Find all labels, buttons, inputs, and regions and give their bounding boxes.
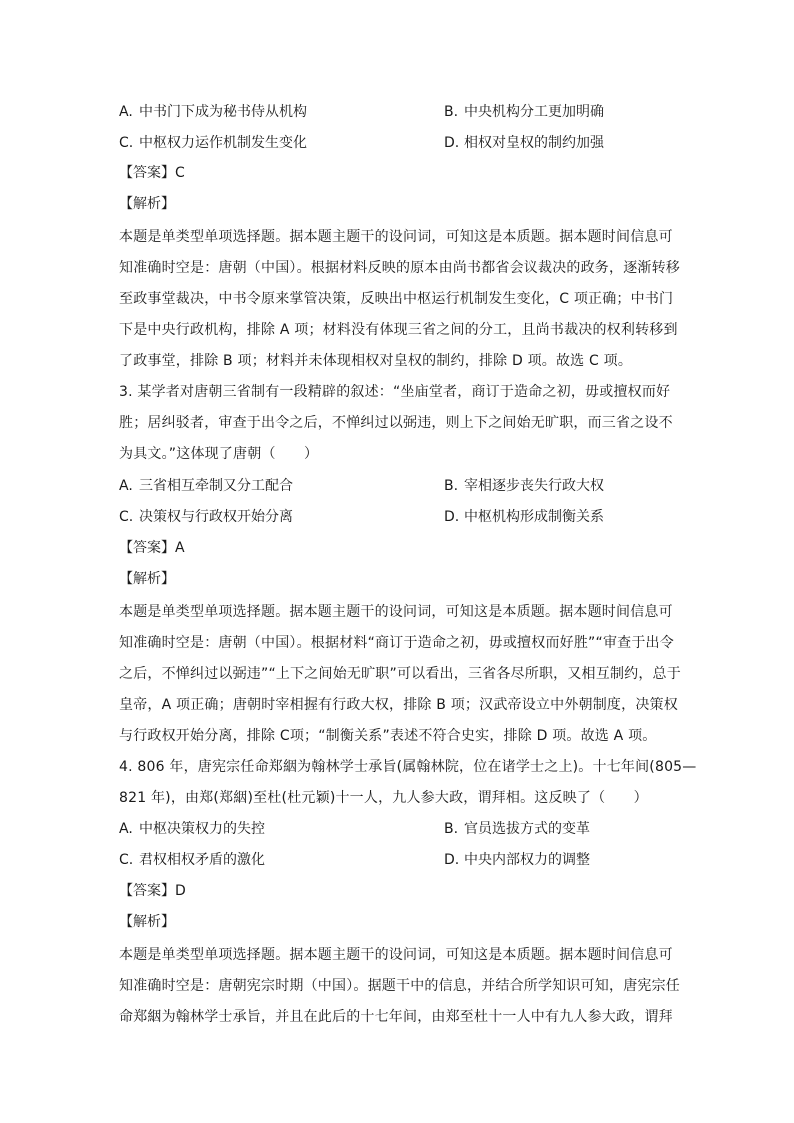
q4-analysis-label: 【解析】 — [119, 914, 175, 930]
q3-analysis-line: 知准确时空是：唐朝（中国）。根据材料“商订于造命之初，毋或擅权而好胜”“审查于出令 — [119, 635, 674, 651]
q2-analysis-line: 本题是单类型单项选择题。据本题主题干的设问词，可知这是本质题。据本题时间信息可 — [119, 229, 673, 245]
q4-stem-line: 4. 806 年，唐宪宗任命郑絪为翰林学士承旨(属翰林院，位在诸学士之上)。十七年间(805— — [119, 759, 697, 775]
q4-option-b — [444, 819, 590, 839]
q3-stem-line: 胜；居纠驳者，审查于出令之后，不惮纠过以弼违，则上下之间始无旷职，而三省之设不 — [119, 415, 673, 431]
q2-option-a-letter: A. — [119, 104, 133, 120]
q3-option-b-text: 宰相逐步丧失行政大权 — [464, 478, 604, 494]
q4-option-d — [444, 850, 590, 870]
q2-option-c-letter: C. — [119, 135, 134, 151]
q2-option-a — [119, 102, 307, 122]
q3-option-d — [444, 507, 604, 527]
q3-answer: 【答案】A — [119, 540, 185, 556]
q2-analysis-line: 至政事堂裁决，中书令原来掌管决策，反映出中枢运行机制发生变化，C 项正确；中书门 — [119, 291, 674, 307]
q4-option-d-text: 中央内部权力的调整 — [464, 852, 590, 868]
q4-option-a-letter: A. — [119, 821, 133, 837]
q3-option-c — [119, 507, 293, 527]
q3-analysis-line: 之后，不惮纠过以弼违”“上下之间始无旷职”可以看出，三省各尽所职，又相互制约，总于 — [119, 666, 681, 682]
q4-option-b-text: 官员选拔方式的变革 — [464, 821, 590, 837]
q3-option-b-letter: B. — [444, 478, 459, 494]
q4-option-c-letter: C. — [119, 852, 134, 868]
q2-analysis-line: 下是中央行政机构，排除 A 项；材料没有体现三省之间的分工，且尚书裁决的权利转移到 — [119, 322, 678, 338]
q3-option-c-text: 决策权与行政权开始分离 — [139, 509, 293, 525]
q3-option-a-text: 三省相互牵制又分工配合 — [139, 478, 293, 494]
q4-option-a-text: 中枢决策权力的失控 — [139, 821, 265, 837]
q4-option-c — [119, 850, 265, 870]
q2-option-c — [119, 133, 307, 153]
q4-option-c-text: 君权相权矛盾的激化 — [139, 852, 265, 868]
q2-option-a-text: 中书门下成为秘书侍从机构 — [139, 104, 307, 120]
q2-option-b-letter: B. — [444, 104, 459, 120]
q3-option-d-letter: D. — [444, 509, 460, 525]
q2-option-c-text: 中枢权力运作机制发生变化 — [139, 135, 307, 151]
q2-answer: 【答案】C — [119, 165, 185, 181]
q4-analysis-line: 命郑絪为翰林学士承旨，并且在此后的十七年间，由郑至杜十一人中有九人参大政，谓拜 — [119, 1009, 673, 1025]
q3-option-a-letter: A. — [119, 478, 133, 494]
q4-analysis-line: 本题是单类型单项选择题。据本题主题干的设问词，可知这是本质题。据本题时间信息可 — [119, 947, 673, 963]
q4-option-b-letter: B. — [444, 821, 459, 837]
q3-stem-line: 3. 某学者对唐朝三省制有一段精辟的叙述：“坐庙堂者，商订于造命之初，毋或擅权而好 — [119, 384, 671, 400]
q4-answer: 【答案】D — [119, 883, 186, 899]
q4-option-d-letter: D. — [444, 852, 460, 868]
q3-option-a — [119, 476, 293, 496]
q3-option-c-letter: C. — [119, 509, 134, 525]
q2-option-d-letter: D. — [444, 135, 460, 151]
q2-analysis-line: 了政事堂，排除 B 项；材料并未体现相权对皇权的制约，排除 D 项。故选 C 项。 — [119, 353, 633, 369]
q2-option-d — [444, 133, 604, 153]
q3-analysis-line: 本题是单类型单项选择题。据本题主题干的设问词，可知这是本质题。据本题时间信息可 — [119, 604, 673, 620]
q4-option-a — [119, 819, 265, 839]
q3-analysis-line: 皇帝，A 项正确；唐朝时宰相握有行政大权，排除 B 项；汉武帝设立中外朝制度，决策权 — [119, 697, 678, 713]
q2-analysis-label: 【解析】 — [119, 196, 175, 212]
q2-option-b — [444, 102, 604, 122]
q2-analysis-line: 知准确时空是：唐朝（中国）。根据材料反映的原本由尚书都省会议裁决的政务，逐渐转移 — [119, 260, 680, 276]
q4-analysis-line: 知准确时空是：唐朝宪宗时期（中国）。据题干中的信息，并结合所学知识可知，唐宪宗任 — [119, 978, 680, 994]
q3-stem-line: 为具文。”这体现了唐朝（ ） — [119, 446, 319, 462]
q3-option-d-text: 中枢机构形成制衡关系 — [464, 509, 604, 525]
q2-option-b-text: 中央机构分工更加明确 — [464, 104, 604, 120]
q3-analysis-line: 与行政权开始分离，排除 C项；“制衡关系”表述不符合史实，排除 D 项。故选 A 项。 — [119, 728, 657, 744]
q3-analysis-label: 【解析】 — [119, 571, 175, 587]
q3-option-b — [444, 476, 604, 496]
q4-stem-line: 821 年)，由郑(郑絪)至杜(杜元颖)十一人，九人参大政，谓拜相。这反映了（ ） — [119, 790, 648, 806]
q2-option-d-text: 相权对皇权的制约加强 — [464, 135, 604, 151]
